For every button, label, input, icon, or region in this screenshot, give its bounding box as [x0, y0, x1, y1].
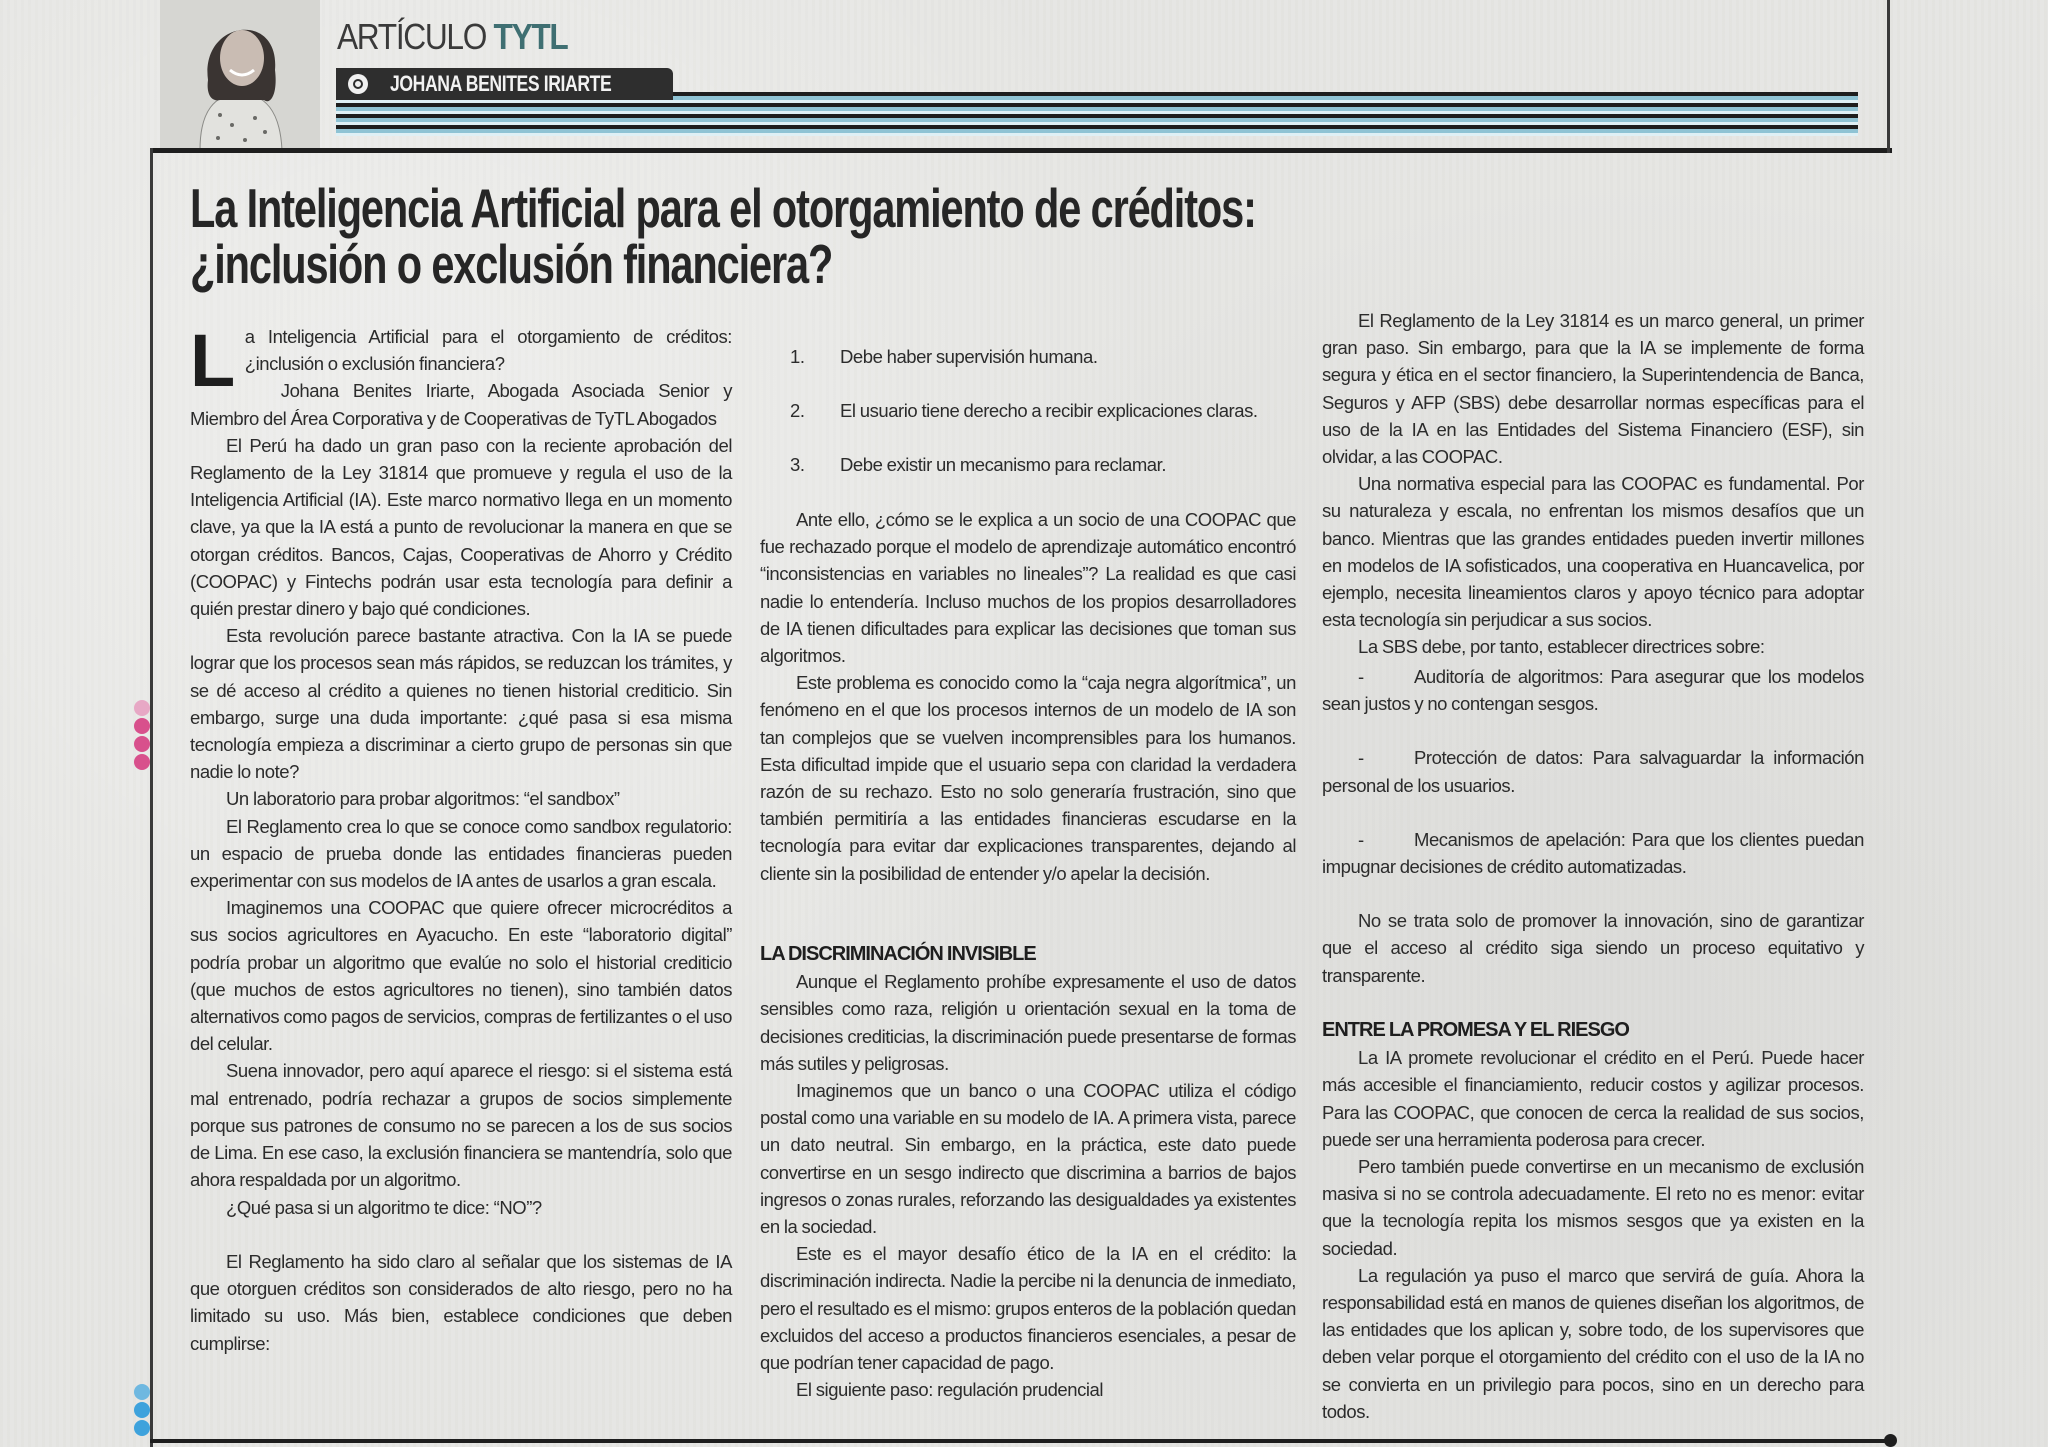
body-paragraph: La regulación ya puso el marco que servirá de guía. Ahora la responsabilidad está en manos de quienes diseñan los algoritmos, de las entidades que los aplican y, sobre todo, de los supervisores que deben velar porque el otorgamiento del crédito con el uso de la IA no se convierta en un privilegio para pocos, sino en un derecho para todos. — [1322, 1264, 1864, 1422]
body-paragraph: Ante ello, ¿cómo se le explica a un socio de una COOPAC que fue rechazado porque el modelo de aprendizaje automático encontró “inconsistencias en variables no lineales”? La realidad es que casi nadie lo entendería. Incluso muchos de los propios desarrolladores de IA tienen dificultades para explicar las decisiones que toman sus algoritmos. — [760, 509, 1296, 667]
body-paragraph: Imaginemos una COOPAC que quiere ofrecer microcréditos a sus socios agricultores en Ayacucho. En este “laboratorio digital” podría probar un algoritmo que evalúe no solo el historial crediticio (que muchos de estos agricultores no tienen), sino también datos alternativos como pagos de servicios, compras de fertilizantes o el uso del celular. — [190, 897, 732, 1055]
subheading: El siguiente paso: regulación prudencial — [796, 1379, 1104, 1401]
frame-end-dot-icon — [1884, 1434, 1897, 1447]
bullet-text: Mecanismos de apelación: Para que los clientes puedan impugnar decisiones de crédito automatizadas. — [1322, 828, 1864, 878]
drop-cap: L — [190, 319, 235, 402]
body-paragraph: Este es el mayor desafío ético de la IA en el crédito: la discriminación indirecta. Nadie la percibe ni la denuncia de inmediato, pero el resultado es el mismo: grupos enteros de la población quedan excluidos del acceso a productos financieros esenciales, a pesar de que podrían tener capacidad de pago. — [760, 1243, 1296, 1374]
bullet-text: Auditoría de algoritmos: Para asegurar que los modelos sean justos y no contengan sesgos. — [1322, 666, 1864, 715]
author-bar — [336, 68, 673, 100]
bullet-list — [1322, 663, 1864, 989]
body-paragraph: Imaginemos que un banco o una COOPAC utiliza el código postal como una variable en su modelo de IA. A primera vista, parece un dato neutral. Sin embargo, en la práctica, este dato puede convertirse en un sesgo indirecto que discrimina a barrios de bajos ingresos o zonas rurales, reforzando las desigualdades ya existentes en la sociedad. — [760, 1080, 1296, 1238]
list-text: Debe existir un mecanismo para reclamar. — [840, 454, 1167, 476]
frame-divider-top — [150, 148, 1892, 153]
headline-line-2: ¿inclusión o exclusión financiera? — [190, 233, 833, 295]
body-paragraph: La SBS debe, por tanto, establecer directrices sobre: — [1358, 636, 1765, 658]
author-byline: Johana Benites Iriarte, Abogada Asociada Senior y Miembro del Área Corporativa y de Cooperativas de TyTL Abogados — [190, 380, 732, 429]
list-number: 3. — [790, 454, 805, 476]
body-paragraph: La IA promete revolucionar el crédito en el Perú. Puede hacer más accesible el financiamiento, reducir costos y agilizar procesos. Para las COOPAC, que conocen de cerca la realidad de sus socios, puede ser una herramienta poderosa para crecer. — [1322, 1047, 1864, 1150]
author-logo-icon — [348, 74, 368, 94]
body-paragraph: Esta revolución parece bastante atractiva. Con la IA se puede lograr que los procesos sean más rápidos, se reduzcan los trámites, y se dé acceso al crédito a quienes no tienen historial crediticio. Sin embargo, surge una duda importante: ¿qué pasa si esa misma tecnología empieza a discriminar a cierto grupo de personas sin que nadie lo note? — [190, 625, 732, 783]
registration-dot-icon — [134, 1384, 150, 1400]
article-column-2-section — [760, 941, 1296, 1403]
bullet-text: Protección de datos: Para salvaguardar la información personal de los usuarios. — [1322, 747, 1864, 796]
intro-paragraph: a Inteligencia Artificial para el otorgamiento de créditos: ¿inclusión o exclusión financiera? — [244, 326, 732, 375]
registration-dot-icon — [134, 1420, 150, 1436]
body-paragraph: Una normativa especial para las COOPAC es fundamental. Por su naturaleza y escala, no enfrentan los mismos desafíos que un banco. Mientras que las grandes entidades pueden invertir millones en modelos de IA sofisticados, una cooperativa en Huancavelica, por ejemplo, necesita lineamientos claros y apoyo técnico para adoptar esta tecnología sin perjudicar a sus socios. — [1322, 473, 1864, 631]
brand-logo-text: TYTL — [493, 16, 568, 57]
list-text: Debe haber supervisión humana. — [840, 346, 1098, 367]
body-paragraph: No se trata solo de promover la innovación, sino de garantizar que el acceso al crédito siga siendo un proceso equitativo y transparente. — [1322, 910, 1864, 986]
author-photo — [160, 0, 320, 150]
body-paragraph: Este problema es conocido como la “caja negra algorítmica”, un fenómeno en el que los procesos internos de un modelo de IA son tan complejos que se vuelven incomprensibles para los humanos. Esta dificultad impide que el usuario sepa con claridad la verdadera razón de su rechazo. Esto no solo generaría frustración, sino que también permitiría a las entidades financieras escudarse en la tecnología para evitar dar explicaciones transparentes, dejando al cliente sin la posibilidad de entender y/o apelar la decisión. — [760, 672, 1296, 884]
article-column-3-section — [1322, 1017, 1864, 1425]
section-label — [337, 16, 567, 58]
bullet-dash-icon: - — [1358, 666, 1364, 687]
registration-dot-icon — [134, 700, 150, 716]
bullet-item — [1322, 744, 1864, 798]
section-heading: ENTRE LA PROMESA Y EL RIESGO — [1322, 1019, 1629, 1041]
body-paragraph: El Perú ha dado un gran paso con la reciente aprobación del Reglamento de la Ley 31814 que promueve y regula el uso de la Inteligencia Artificial (IA). Este marco normativo llega en un momento clave, ya que la IA está a punto de revolucionar la manera en que se otorgan créditos. Bancos, Cajas, Cooperativas de Ahorro y Crédito (COOPAC) y Fintechs podrán usar esta tecnología para definir a quién prestar dinero y bajo qué condiciones. — [190, 434, 732, 620]
bullet-item — [1322, 826, 1864, 880]
article-column-3 — [1322, 307, 1864, 661]
numbered-list — [760, 343, 1296, 479]
frame-divider-bottom — [150, 1439, 1892, 1443]
section-label-text: ARTÍCULO — [337, 16, 487, 57]
list-text: El usuario tiene derecho a recibir explicaciones claras. — [840, 400, 1258, 422]
article-column-1 — [190, 319, 732, 1357]
article-column-2 — [760, 506, 1296, 887]
body-paragraph: Suena innovador, pero aquí aparece el riesgo: si el sistema está mal entrenado, podría rechazar a grupos de socios simplemente porque sus patrones de consumo no se parecen a los de sus socios de Lima. En ese caso, la exclusión financiera se mantendría, solo que ahora respaldada por un algoritmo. — [190, 1060, 732, 1191]
frame-divider-left — [150, 148, 153, 1447]
body-paragraph: El Reglamento ha sido claro al señalar que los sistemas de IA que otorguen créditos son considerados de alto riesgo, pero no ha limitado su uso. Más bien, establece condiciones que deben cumplirse: — [190, 1250, 732, 1354]
list-item — [760, 397, 1296, 424]
registration-dot-icon — [134, 754, 150, 770]
article-headline — [190, 177, 1256, 295]
author-name: JOHANA BENITES IRIARTE — [390, 71, 612, 96]
bullet-dash-icon: - — [1358, 828, 1364, 850]
body-paragraph: El Reglamento de la Ley 31814 es un marco general, un primer gran paso. Sin embargo, para que la IA se implemente de forma segura y ética en el sector financiero, la Superintendencia de Banca, Seguros y AFP (SBS) debe desarrollar normas específicas para el uso de la IA en las Entidades del Sistema Financiero (ESF), sin olvidar, a las COOPAC. — [1322, 310, 1864, 468]
subheading: Un laboratorio para probar algoritmos: “el sandbox” — [226, 788, 620, 810]
registration-dot-icon — [134, 736, 150, 752]
body-paragraph: Aunque el Reglamento prohíbe expresamente el uso de datos sensibles como raza, religión u orientación sexual en la toma de decisiones crediticias, la discriminación puede presentarse de formas más sutiles y peligrosas. — [760, 971, 1296, 1074]
list-number: 1. — [790, 346, 805, 367]
registration-dot-icon — [134, 718, 150, 734]
bullet-item — [1322, 663, 1864, 717]
body-paragraph: El Reglamento crea lo que se conoce como sandbox regulatorio: un espacio de prueba donde las entidades financieras pueden experimentar con sus modelos de IA antes de usarlos a gran escala. — [190, 815, 732, 892]
section-heading: LA DISCRIMINACIÓN INVISIBLE — [760, 943, 1036, 965]
list-item — [760, 343, 1296, 370]
bullet-dash-icon: - — [1358, 747, 1364, 769]
frame-divider-right — [1887, 0, 1890, 153]
list-item — [760, 451, 1296, 478]
registration-dot-icon — [134, 1402, 150, 1418]
subheading: ¿Qué pasa si un algoritmo te dice: “NO”? — [226, 1196, 542, 1218]
body-paragraph: Pero también puede convertirse en un mecanismo de exclusión masiva si no se controla adecuadamente. El reto no es menor: evitar que la tecnología repita los mismos sesgos que ya existen en la sociedad. — [1322, 1156, 1864, 1259]
author-portrait-icon — [160, 0, 320, 150]
headline-line-1: La Inteligencia Artificial para el otorgamiento de créditos: — [190, 177, 1256, 239]
list-number: 2. — [790, 400, 805, 422]
